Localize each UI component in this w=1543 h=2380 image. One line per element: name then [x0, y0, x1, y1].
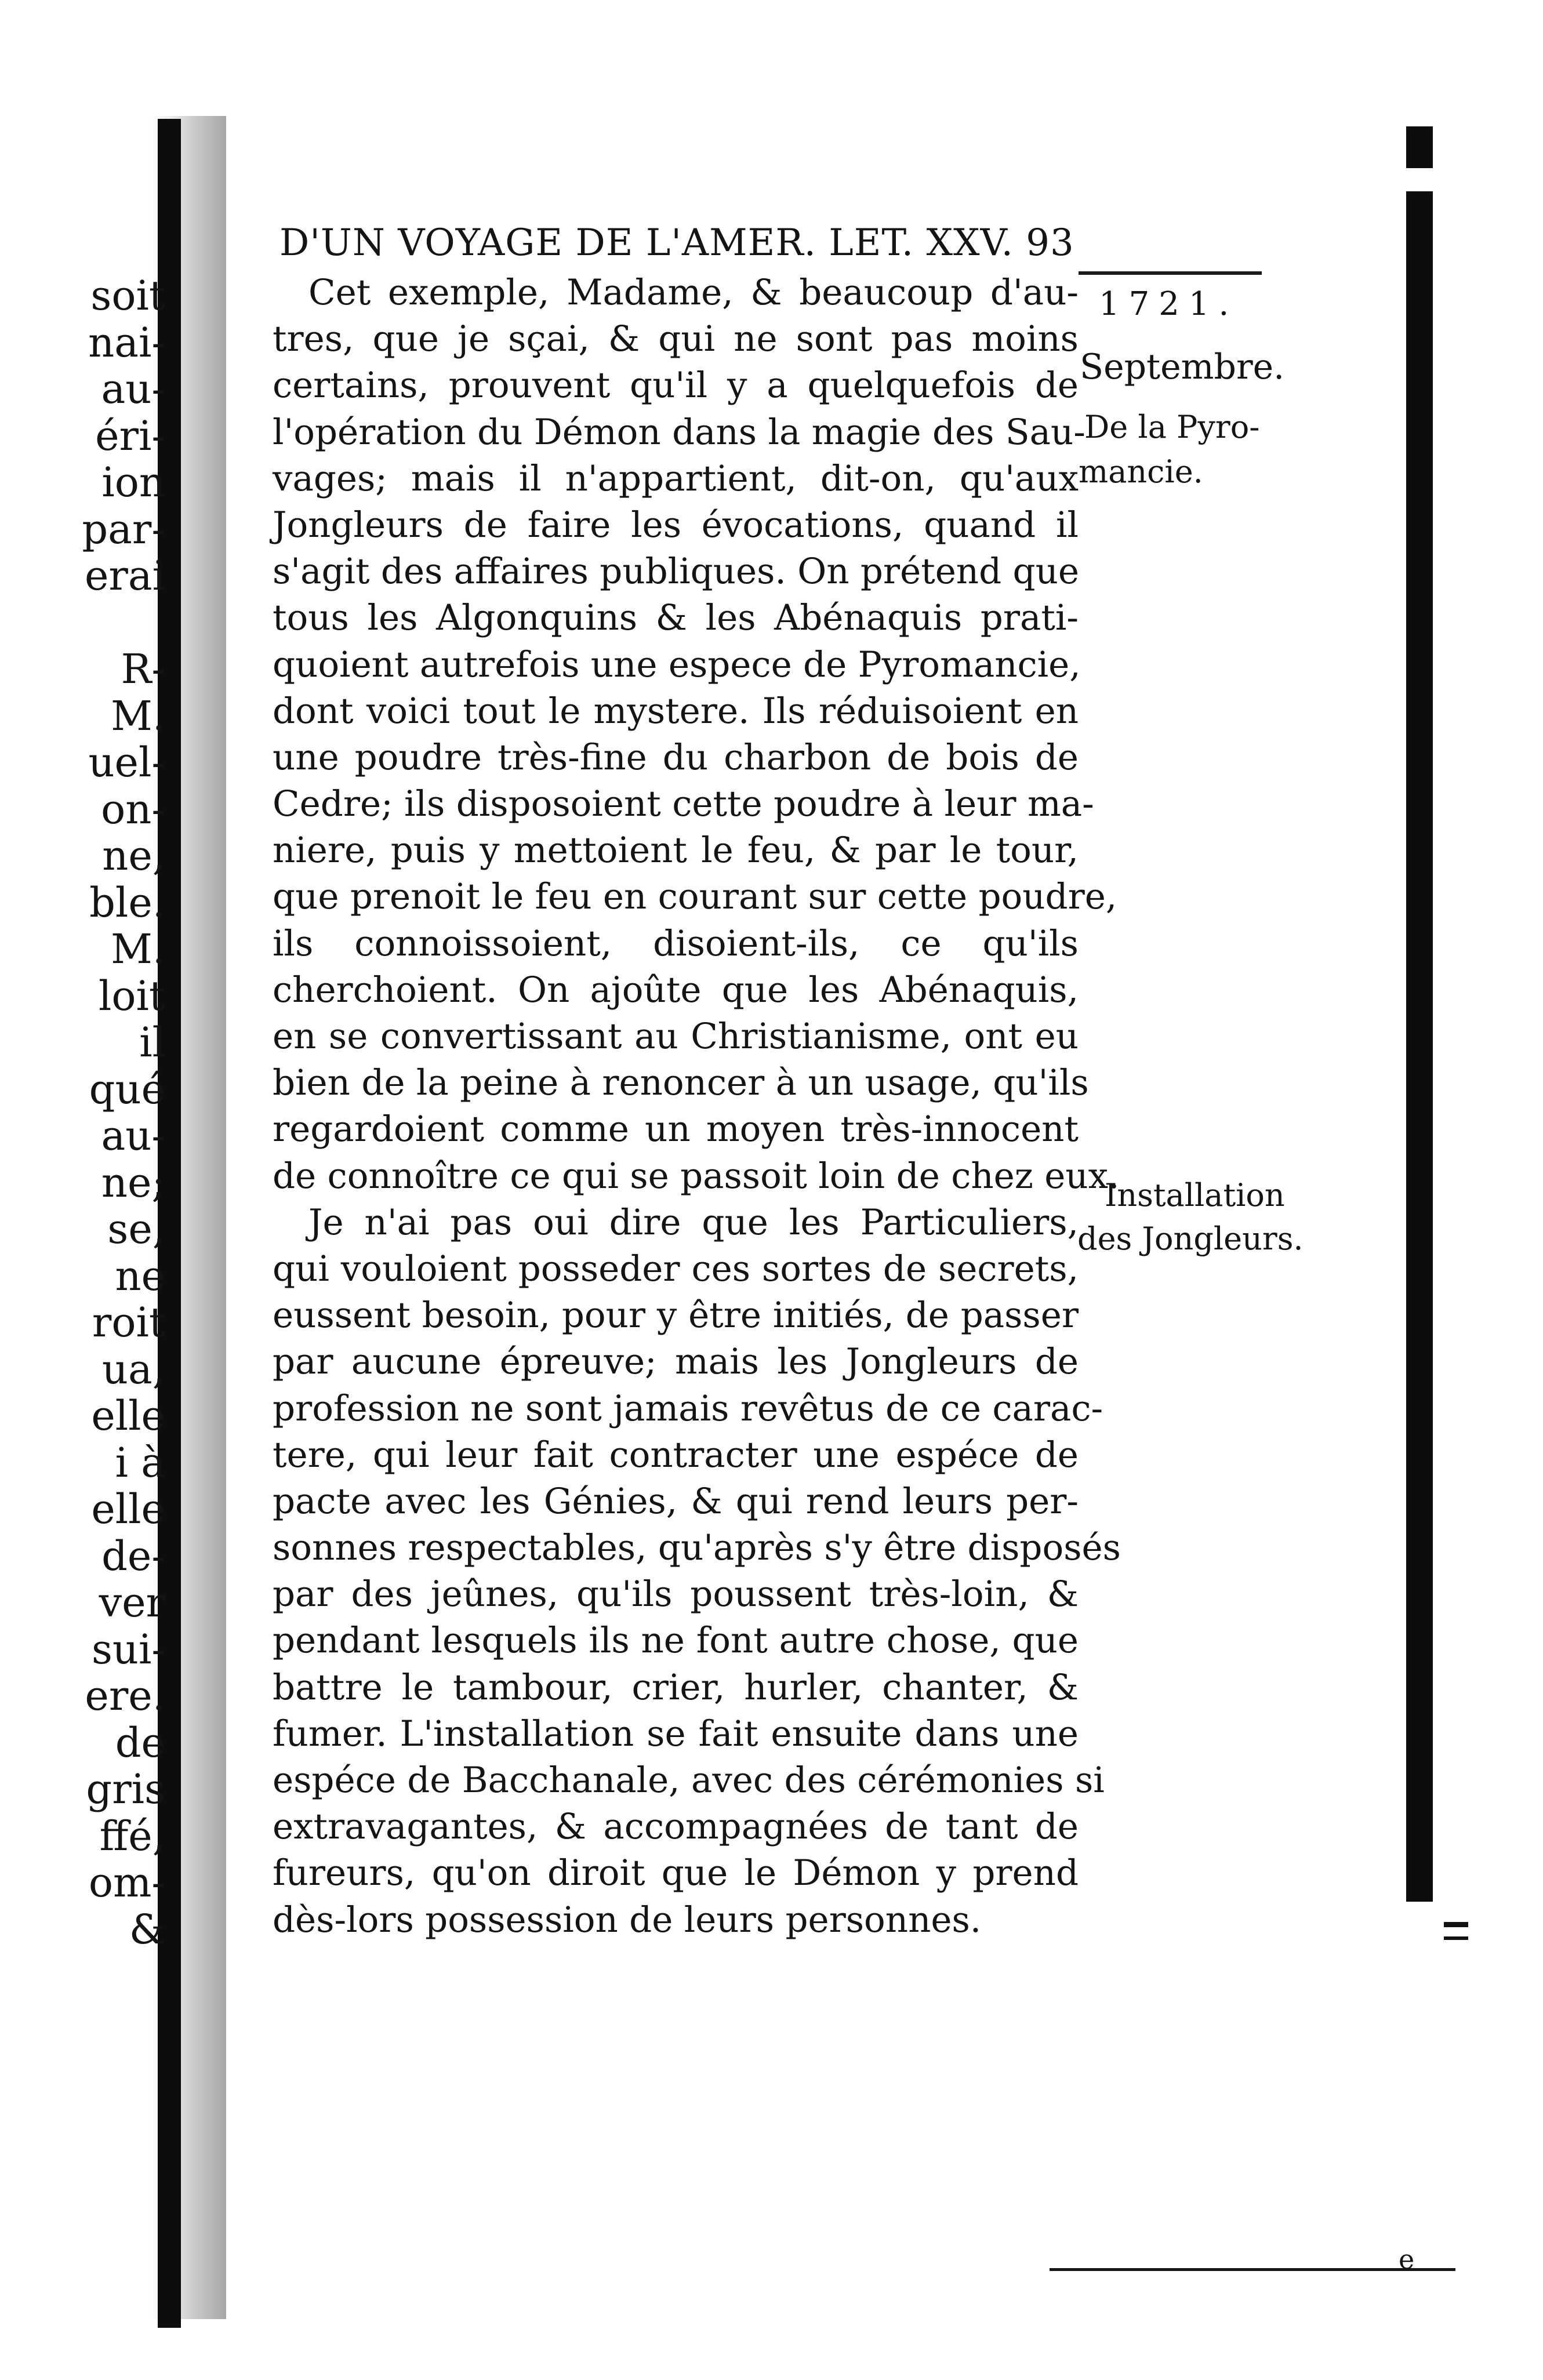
text-line: par des jeûnes, qu'ils poussent très-loin, &	[273, 1574, 1079, 1615]
text-line: Je n'ai pas oui dire que les Particuliers,	[308, 1201, 1079, 1243]
text-line: pendant lesquels ils ne font autre chose, que	[273, 1620, 1079, 1662]
text-line: regardoient comme un moyen très-innocent	[273, 1109, 1079, 1150]
fragment-line: se,	[107, 1205, 165, 1253]
fragment-line: ua,	[101, 1345, 165, 1393]
text-line: cherchoient. On ajoûte que les Abénaquis,	[273, 969, 1079, 1011]
fragment-line: M.	[111, 692, 165, 740]
fragment-line: qué	[89, 1065, 165, 1113]
text-line: profession ne sont jamais revêtus de ce carac-	[273, 1387, 1103, 1429]
fragment-line: ver	[99, 1579, 165, 1626]
text-line: battre le tambour, crier, hurler, chanter, &	[273, 1666, 1079, 1708]
text-line: une poudre très-fine du charbon de bois de	[273, 736, 1079, 778]
text-line: Cedre; ils disposoient cette poudre à leur ma-	[273, 783, 1094, 825]
body-text	[273, 270, 1121, 1943]
fragment-line: loit	[98, 972, 165, 1020]
text-line: de connoître ce qui se passoit loin de chez eux.	[273, 1155, 1120, 1197]
text-line: l'opération du Démon dans la magie des Sau-	[273, 411, 1085, 453]
text-line: quoient autrefois une espece de Pyromancie,	[273, 644, 1081, 685]
fragment-line: ion	[101, 459, 165, 506]
fragment-line: roit	[92, 1299, 165, 1346]
fragment-line: au-	[101, 1112, 165, 1160]
fragment-line: ne;	[101, 1158, 165, 1207]
text-line: eussent besoin, pour y être initiés, de passer	[273, 1295, 1079, 1336]
fragment-line: om-	[88, 1859, 165, 1906]
catchword: e	[1399, 2244, 1415, 2275]
fragment-line	[0, 599, 165, 646]
text-line: ils connoissoient, disoient-ils, ce qu'ils	[273, 922, 1079, 964]
fore-edge-bar-top	[1406, 126, 1433, 168]
fragment-line: i à	[115, 1438, 165, 1487]
margin-year: 1721.	[1099, 285, 1239, 323]
fragment-line: M.	[111, 925, 165, 973]
fragment-line: sui-	[91, 1625, 165, 1673]
fore-edge-bar	[1406, 191, 1433, 1902]
text-line: certains, prouvent qu'il y a quelquefois de	[273, 365, 1079, 406]
text-line: Cet exemple, Madame, & beaucoup d'au-	[308, 272, 1079, 313]
fragment-line: au-	[101, 365, 165, 413]
margin-month: Septembre.	[1080, 347, 1285, 387]
text-line: sonnes respectables, qu'après s'y être disposés	[273, 1527, 1121, 1569]
fore-edge-rule	[1444, 1936, 1468, 1940]
text-line: fureurs, qu'on diroit que le Démon y prend	[273, 1852, 1079, 1894]
header-rule	[1079, 271, 1262, 275]
fragment-line: de-	[101, 1532, 165, 1580]
fragment-line: &	[129, 1905, 165, 1953]
fragment-line: gris	[86, 1765, 165, 1813]
text-line: tere, qui leur fait contracter une espéce de	[273, 1434, 1079, 1476]
margin-note-pyromancie-cont: mancie.	[1079, 453, 1203, 490]
text-line: dont voici tout le mystere. Ils réduisoient en	[273, 690, 1079, 732]
fragment-line: ne,	[102, 832, 165, 880]
fragment-line: uel-	[88, 739, 165, 786]
fragment-line: de	[115, 1718, 165, 1767]
fore-edge-rule	[1444, 1922, 1468, 1927]
text-line: tous les Algonquins & les Abénaquis prati-	[273, 597, 1079, 639]
text-line: pacte avec les Génies, & qui rend leurs per-	[273, 1480, 1079, 1522]
fragment-line: elle	[91, 1485, 165, 1533]
fragment-line: elle	[91, 1392, 165, 1440]
fragment-line: ne	[115, 1252, 165, 1300]
fragment-line: R-	[121, 645, 165, 693]
fragment-line: ble.	[89, 878, 165, 926]
text-line: qui vouloient posseder ces sortes de secrets,	[273, 1248, 1079, 1289]
text-line: tres, que je sçai, & qui ne sont pas moins	[273, 318, 1079, 360]
text-line: bien de la peine à renoncer à un usage, qu'ils	[273, 1062, 1089, 1104]
text-line: Jongleurs de faire les évocations, quand il	[273, 504, 1079, 546]
text-line: espéce de Bacchanale, avec des cérémonies si	[273, 1760, 1105, 1801]
fragment-line: nai-	[88, 318, 165, 366]
margin-note-installation-cont: des Jongleurs.	[1077, 1220, 1304, 1257]
bottom-rule	[1050, 2268, 1455, 2271]
text-line: vages; mais il n'appartient, dit-on, qu'aux	[273, 457, 1079, 499]
text-line: extravagantes, & accompagnées de tant de	[273, 1806, 1079, 1848]
fragment-line: éri-	[95, 412, 165, 460]
running-header: D'UN VOYAGE DE L'AMER. LET. XXV. 93	[279, 221, 1074, 264]
text-line: niere, puis y mettoient le feu, & par le tour,	[273, 830, 1079, 871]
fragment-line: ffé,	[99, 1812, 165, 1860]
fragment-line: on-	[101, 785, 165, 833]
text-line: que prenoit le feu en courant sur cette poudre,	[273, 876, 1117, 918]
previous-page-fragments	[0, 272, 165, 1953]
fragment-line: par-	[82, 505, 165, 553]
margin-note-installation: Installation	[1105, 1177, 1285, 1213]
fragment-line: soit	[90, 272, 165, 319]
text-line: s'agit des affaires publiques. On prétend que	[273, 551, 1079, 593]
margin-note-pyromancie: De la Pyro-	[1084, 409, 1260, 445]
fragment-line: il	[139, 1019, 165, 1066]
text-line: fumer. L'installation se fait ensuite dans une	[273, 1713, 1079, 1754]
text-line: par aucune épreuve; mais les Jongleurs de	[273, 1341, 1079, 1383]
fragment-line: ere.	[85, 1672, 165, 1720]
text-line: en se convertissant au Christianisme, ont eu	[273, 1016, 1079, 1057]
fragment-line: erai	[84, 552, 165, 599]
text-line: dès-lors possession de leurs personnes.	[273, 1899, 982, 1941]
